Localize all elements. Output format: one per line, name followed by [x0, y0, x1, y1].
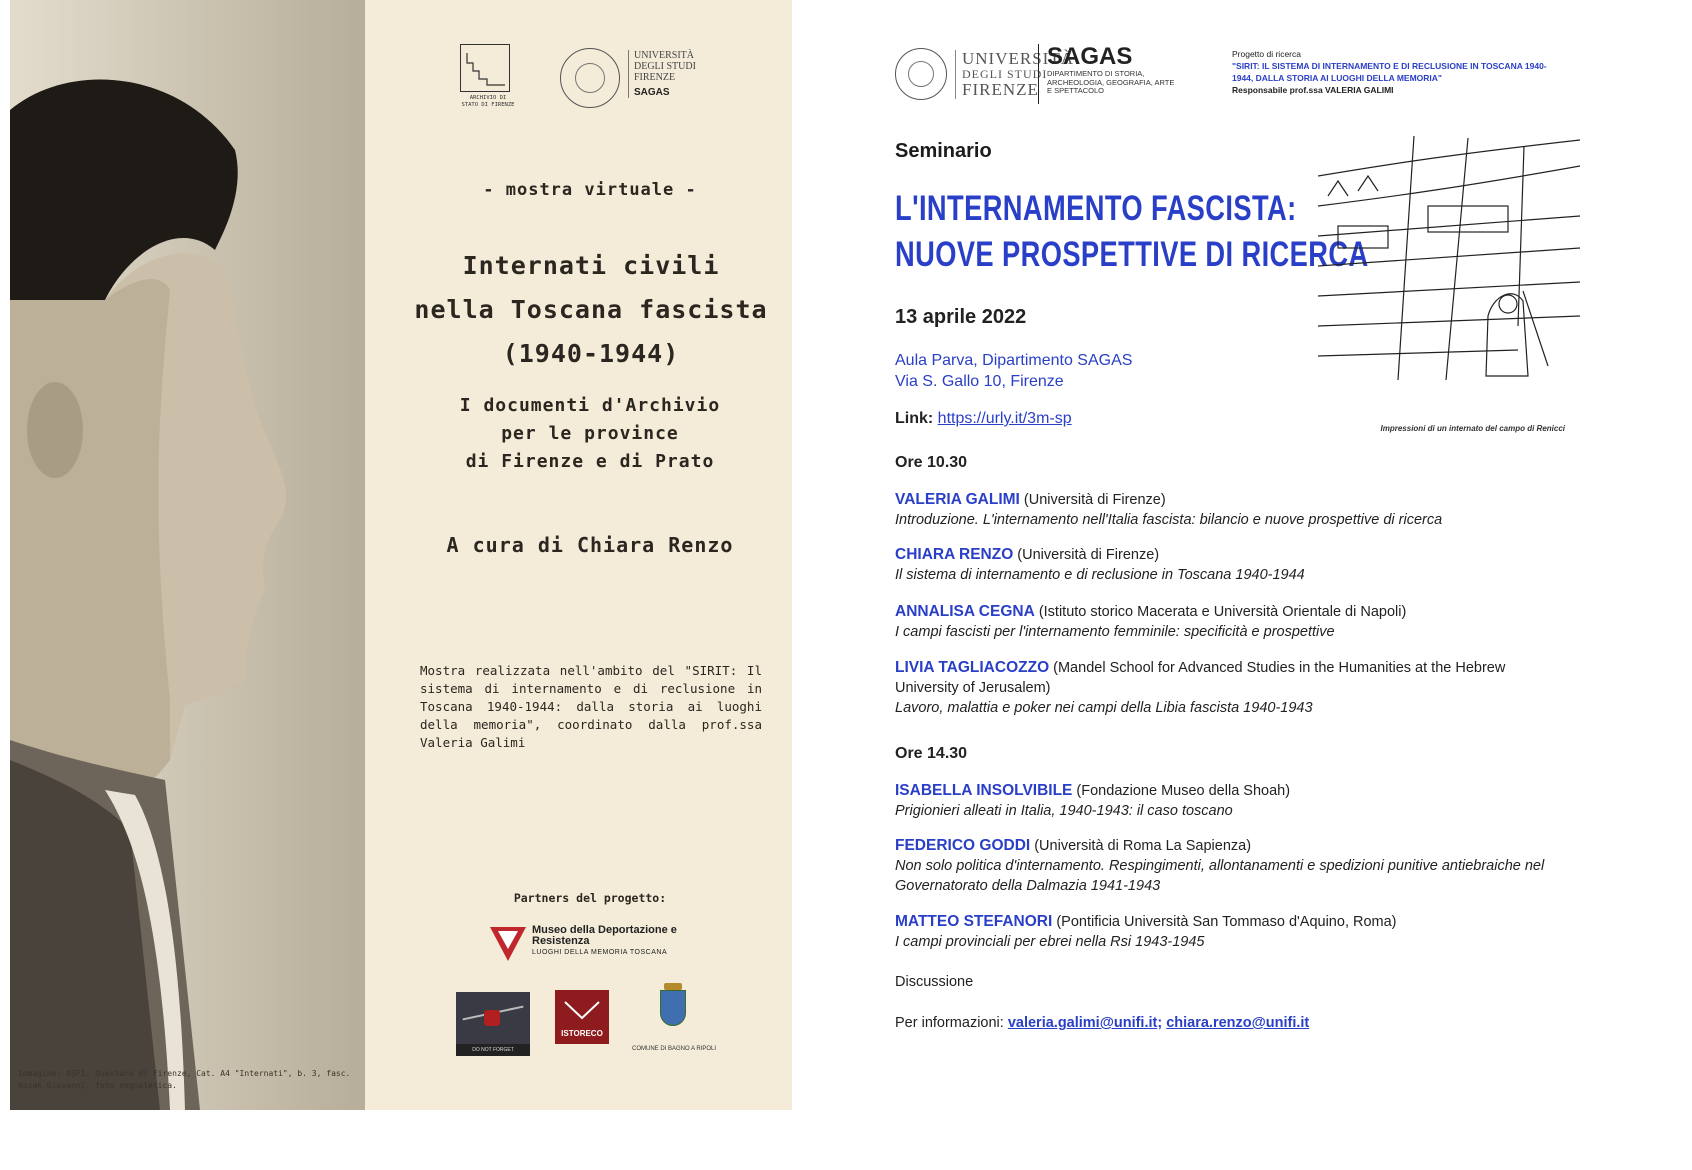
speaker-affiliation: (Università di Roma La Sapienza) — [1030, 838, 1252, 854]
unifi-line: DEGLI STUDI — [634, 61, 696, 72]
venue-line: Aula Parva, Dipartimento SAGAS — [895, 352, 1133, 369]
unifi-seal-icon — [895, 48, 947, 100]
event-type: Seminario — [895, 140, 992, 162]
sagas-label: SAGAS — [1047, 43, 1133, 70]
email-link[interactable]: valeria.galimi@unifi.it — [1007, 1015, 1158, 1031]
talk-title: Non solo politica d'internamento. Respingimenti, allontanamenti e spedizioni punitive antiebraiche nel Governatorato della Dalmazia 1941-1943 — [895, 858, 1545, 894]
speaker-entry — [895, 545, 1555, 585]
exhibition-description — [390, 392, 790, 476]
speaker-affiliation: (Istituto storico Macerata e Università Orientale di Napoli) — [1034, 604, 1407, 620]
unifi-line: FIRENZE — [634, 72, 676, 83]
event-date: 13 aprile 2022 — [895, 306, 1027, 328]
speaker-name: MATTEO STEFANORI — [895, 913, 1053, 930]
session-time: Ore 14.30 — [895, 745, 968, 762]
do-not-forget-logo: DO NOT FORGET — [456, 992, 530, 1056]
desc-line: I documenti d'Archivio — [459, 395, 721, 416]
speaker-entry — [895, 836, 1555, 896]
camp-sketch-illustration — [1318, 136, 1580, 380]
unifi-line: UNIVERSITÀ — [634, 50, 694, 61]
seminar-poster — [850, 0, 1692, 1110]
photo-caption: Immagine: ASFI, Questura di Firenze, Cat. A4 "Internati", b. 3, fasc. Kosak Giovanni, foto segnaletica. — [18, 1069, 351, 1090]
venue-line: Via S. Gallo 10, Firenze — [895, 373, 1064, 390]
event-link — [895, 410, 1072, 428]
title-line: (1940-1944) — [502, 339, 680, 368]
istoreco-label: ISTORECO — [561, 1029, 603, 1038]
project-label: Progetto di ricerca — [1232, 49, 1301, 59]
speaker-name: VALERIA GALIMI — [895, 491, 1020, 508]
museo-deportazione-logo — [490, 925, 700, 967]
discussion-label: Discussione — [895, 974, 974, 990]
talk-title: I campi provinciali per ebrei nella Rsi 1943-1945 — [895, 934, 1205, 950]
email-separator: ; — [1157, 1015, 1167, 1031]
unifi-line: UNIVERSITÀ — [962, 49, 1074, 68]
desc-line: di Firenze e di Prato — [465, 451, 715, 472]
talk-title: Introduzione. L'internamento nell'Italia fascista: bilancio e nuove prospettive di ricerca — [895, 512, 1443, 528]
contact-info — [895, 1015, 1309, 1031]
unifi-line: FIRENZE — [962, 80, 1039, 99]
speaker-name: CHIARA RENZO — [895, 546, 1014, 563]
speaker-name: ANNALISA CEGNA — [895, 603, 1035, 620]
email-link[interactable]: chiara.renzo@unifi.it — [1166, 1015, 1310, 1031]
title-line: NUOVE PROSPETTIVE DI RICERCA — [895, 235, 1369, 274]
speaker-entry — [895, 658, 1555, 718]
event-venue — [895, 350, 1132, 392]
talk-title: Il sistema di internamento e di reclusione in Toscana 1940-1944 — [895, 567, 1305, 583]
session-time: Ore 10.30 — [895, 454, 968, 471]
desc-line: per le province — [501, 423, 679, 444]
seminar-title — [895, 186, 1369, 278]
exhibition-title — [390, 244, 792, 376]
title-line: nella Toscana fascista — [414, 295, 768, 324]
unifi-seal-icon — [560, 48, 620, 108]
speaker-affiliation: (Fondazione Museo della Shoah) — [1072, 783, 1291, 799]
speaker-entry — [895, 602, 1555, 642]
link-label: Link: — [895, 410, 934, 427]
speaker-affiliation: (Università di Firenze) — [1013, 547, 1160, 563]
unifi-sagas-logo — [560, 44, 700, 116]
exhibition-poster — [10, 0, 792, 1110]
speaker-affiliation: (Pontificia Università San Tommaso d'Aquino, Roma) — [1052, 914, 1397, 930]
comune-crest-icon — [660, 990, 686, 1026]
museo-name: Museo della Deportazione e Resistenza — [532, 924, 677, 947]
speaker-name: LIVIA TAGLIACOZZO — [895, 659, 1050, 676]
sagas-logo — [1038, 44, 1177, 104]
curator-credit: A cura di Chiara Renzo — [446, 533, 734, 557]
unifi-line: DEGLI STUDI — [962, 67, 1048, 81]
meeting-link[interactable]: https://urly.it/3m-sp — [937, 410, 1072, 427]
speaker-entry — [895, 490, 1555, 530]
project-info — [1232, 48, 1552, 96]
museo-sub: LUOGHI DELLA MEMORIA TOSCANA — [532, 949, 668, 956]
sketch-caption: Impressioni di un internato del campo di Renicci — [1380, 424, 1565, 433]
partners-label: Partners del progetto: — [513, 891, 667, 905]
comune-label: COMUNE DI BAGNO A RIPOLI — [631, 1046, 717, 1052]
speaker-entry — [895, 912, 1555, 952]
speaker-name: ISABELLA INSOLVIBILE — [895, 782, 1073, 799]
archivio-logo-text: ARCHIVIO DI STATO DI FIRENZE — [461, 95, 515, 108]
talk-title: Lavoro, malattia e poker nei campi della Libia fascista 1940-1943 — [895, 700, 1313, 716]
sagas-dept: DIPARTIMENTO DI STORIA, ARCHEOLOGIA, GEOGRAFIA, ARTE E SPETTACOLO — [1047, 69, 1175, 95]
profile-portrait-photo — [10, 0, 365, 1110]
talk-title: I campi fascisti per l'internamento femminile: specificità e prospettive — [895, 624, 1335, 640]
speaker-name: FEDERICO GODDI — [895, 837, 1031, 854]
istoreco-logo — [555, 990, 609, 1044]
project-title: "SIRIT: IL SISTEMA DI INTERNAMENTO E DI RECLUSIONE IN TOSCANA 1940-1944, DALLA STORIA AI LUOGHI DELLA MEMORIA" — [1232, 61, 1547, 83]
speaker-affiliation: (Mandel School for Advanced Studies in the Humanities at the Hebrew University of Jerusalem) — [895, 660, 1506, 696]
archivio-logo — [460, 44, 520, 120]
info-label: Per informazioni: — [895, 1015, 1008, 1031]
exhibition-subtitle: - mostra virtuale - — [483, 180, 697, 200]
speaker-entry — [895, 781, 1555, 821]
title-line: Internati civili — [462, 251, 720, 280]
talk-title: Prigionieri alleati in Italia, 1940-1943: il caso toscano — [895, 803, 1233, 819]
project-responsible: Responsabile prof.ssa VALERIA GALIMI — [1232, 85, 1394, 95]
title-line: L'INTERNAMENTO FASCISTA: — [895, 189, 1297, 228]
sagas-label: SAGAS — [634, 87, 670, 98]
speaker-affiliation: (Università di Firenze) — [1019, 492, 1166, 508]
project-note: Mostra realizzata nell'ambito del "SIRIT: Il sistema di internamento e di reclusione in Toscana 1940-1944: dalla storia ai luoghi della memoria", coordinato dalla prof.ssa Valeria Galimi — [420, 663, 762, 750]
